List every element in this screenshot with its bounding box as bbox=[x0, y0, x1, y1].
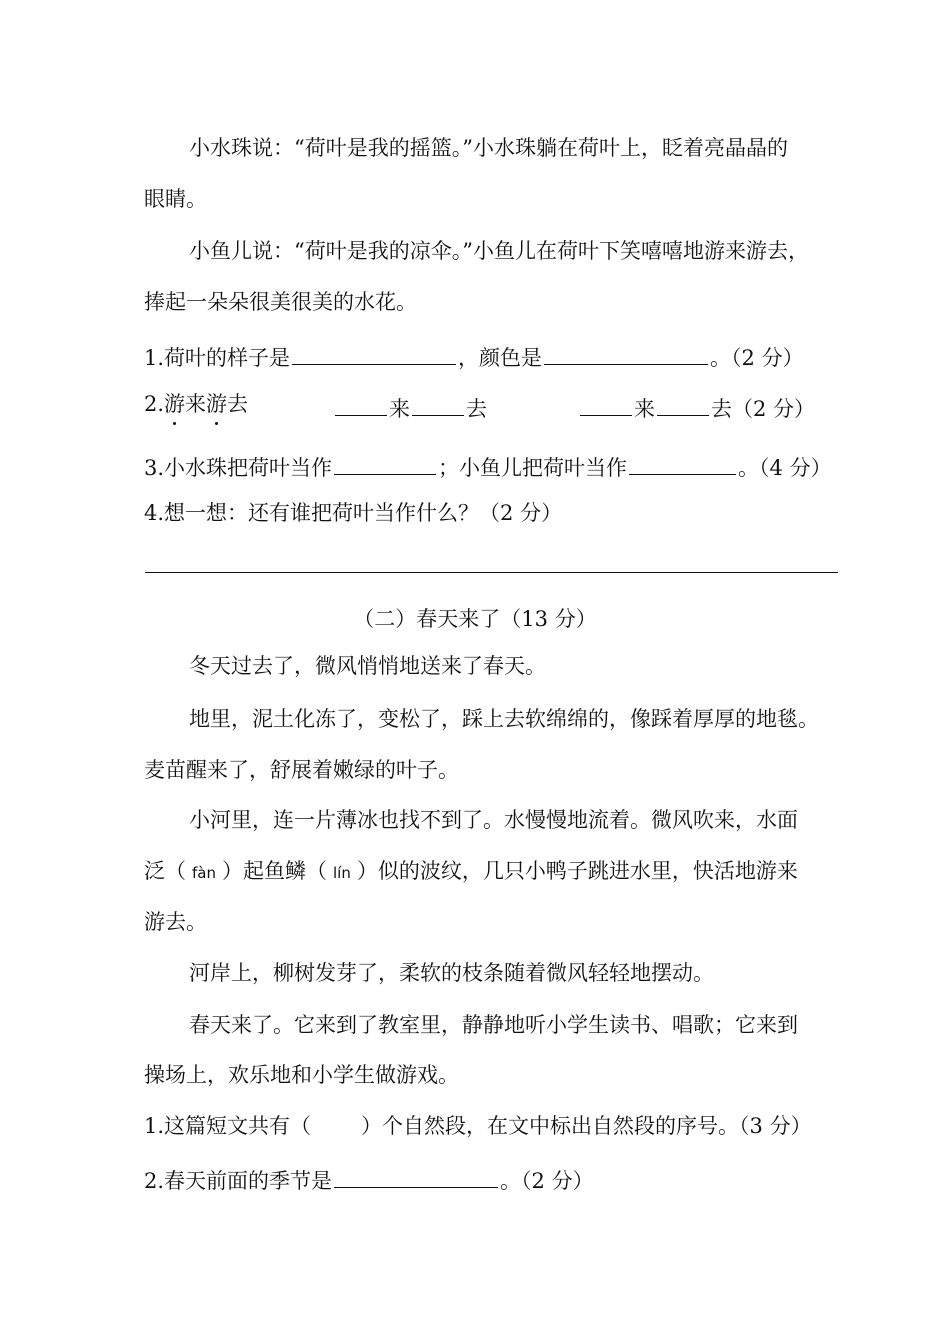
paragraph-line: 眼睛。 bbox=[144, 187, 207, 211]
dotted-char: 游 bbox=[206, 392, 228, 416]
paragraph-line: 麦苗醒来了，舒展着嫩绿的叶子。 bbox=[144, 758, 459, 782]
paragraph-line: 小鱼儿说：“荷叶是我的凉伞。”小鱼儿在荷叶下笑嘻嘻地游来游去， bbox=[189, 239, 809, 263]
answer-blank[interactable] bbox=[334, 453, 436, 475]
question-1 bbox=[144, 343, 804, 369]
paragraph-line: 游去。 bbox=[144, 910, 207, 934]
paragraph-line: 小水珠说：“荷叶是我的摇篮。”小水珠躺在荷叶上，眨着亮晶晶的 bbox=[189, 136, 788, 160]
answer-line[interactable] bbox=[145, 572, 838, 573]
paragraph-line: 小河里，连一片薄冰也找不到了。水慢慢地流着。微风吹来，水面 bbox=[189, 808, 798, 832]
question-1 bbox=[144, 1116, 812, 1137]
section-title: （二）春天来了（13 分） bbox=[353, 607, 597, 631]
paragraph-line: 春天来了。它来到了教室里，静静地听小学生读书、唱歌；它来到 bbox=[189, 1013, 798, 1037]
question-text: 来 bbox=[185, 392, 207, 416]
question-2 bbox=[144, 394, 248, 415]
paragraph-line: 地里，泥土化冻了，变松了，踩上去软绵绵的，像踩着厚厚的地毯。 bbox=[189, 707, 819, 731]
question-text: 去（2 分） bbox=[711, 397, 816, 421]
question-text: ，颜色是 bbox=[458, 346, 543, 370]
question-text: 去 bbox=[227, 392, 249, 416]
answer-blank[interactable] bbox=[544, 343, 708, 365]
paragraph-text: 泛（ bbox=[144, 859, 186, 883]
answer-blank[interactable] bbox=[657, 394, 709, 416]
question-2-pattern-1 bbox=[333, 394, 487, 420]
paragraph-text: ）似的波纹，几只小鸭子跳进水里，快活地游来 bbox=[356, 859, 798, 883]
answer-blank[interactable] bbox=[335, 394, 387, 416]
question-text: 。（2 分） bbox=[710, 346, 804, 370]
answer-blank[interactable] bbox=[292, 343, 456, 365]
paragraph-line: 捧起一朵朵很美很美的水花。 bbox=[144, 290, 417, 314]
question-text: 来 bbox=[389, 397, 410, 421]
question-4: 4.想一想：还有谁把荷叶当作什么？（2 分） bbox=[144, 501, 563, 525]
paragraph-line: 冬天过去了，微风悄悄地送来了春天。 bbox=[189, 654, 546, 678]
question-text: ；小鱼儿把荷叶当作 bbox=[438, 456, 628, 480]
question-text: 。（4 分） bbox=[738, 456, 832, 480]
answer-blank[interactable] bbox=[412, 394, 464, 416]
question-text: 。（2 分） bbox=[500, 1169, 594, 1193]
question-3 bbox=[144, 453, 832, 479]
question-2-pattern-2 bbox=[578, 394, 815, 420]
answer-blank[interactable] bbox=[334, 1166, 498, 1188]
answer-blank[interactable] bbox=[580, 394, 632, 416]
pinyin-annotation: fàn bbox=[192, 864, 216, 882]
paragraph-line: 河岸上，柳树发芽了，柔软的枝条随着微风轻轻地摆动。 bbox=[189, 961, 714, 985]
paragraph-line: 操场上，欢乐地和小学生做游戏。 bbox=[144, 1063, 459, 1087]
question-text: 2.春天前面的季节是 bbox=[144, 1169, 333, 1193]
answer-blank[interactable] bbox=[629, 453, 736, 475]
paragraph-text: ）起鱼鳞（ bbox=[221, 859, 327, 883]
dotted-char: 游 bbox=[164, 392, 186, 416]
question-text: 1.这篇短文共有（ bbox=[144, 1114, 312, 1138]
pinyin-annotation: lín bbox=[332, 864, 351, 882]
question-text: 去 bbox=[466, 397, 487, 421]
question-text: 1.荷叶的样子是 bbox=[144, 346, 291, 370]
question-text: 来 bbox=[634, 397, 655, 421]
question-text: 2. bbox=[144, 392, 165, 416]
paragraph-line bbox=[144, 861, 798, 882]
question-text: ）个自然段，在文中标出自然段的序号。（3 分） bbox=[361, 1114, 812, 1138]
question-2 bbox=[144, 1166, 594, 1192]
question-text: 3.小水珠把荷叶当作 bbox=[144, 456, 333, 480]
